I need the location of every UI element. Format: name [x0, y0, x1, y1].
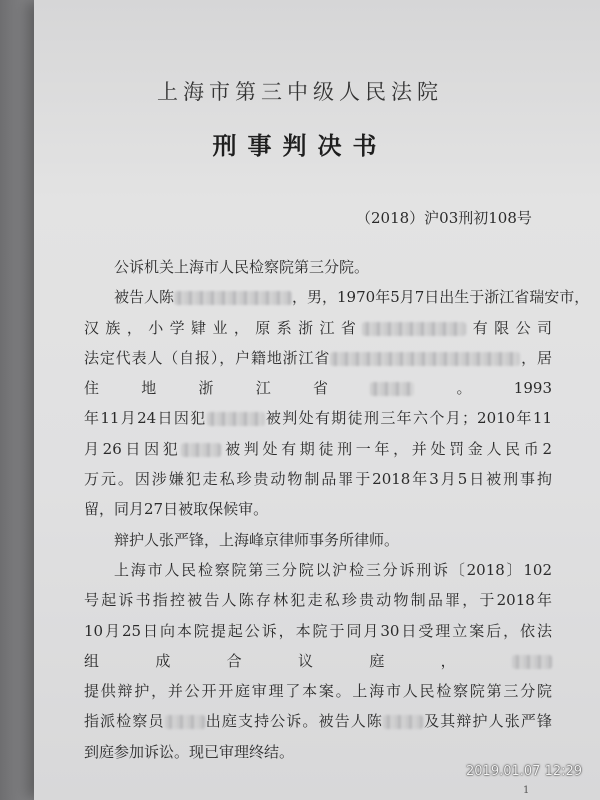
case-number: （2018）沪03刑初108号	[356, 209, 532, 227]
redaction-blur	[330, 352, 520, 366]
redaction-blur	[383, 715, 423, 729]
paragraph	[84, 525, 552, 555]
text-line: 汉族，小学肄业，原系浙江省 有限公司	[84, 318, 552, 337]
document-title: 刑事判决书	[212, 131, 388, 160]
redaction-blur	[207, 412, 265, 426]
page-mark: 1	[523, 785, 530, 796]
text-line: 被告人陈 ，男，1970年5月7日出生于浙江省瑞安市，	[114, 288, 590, 307]
text-line: 组成合议庭，	[84, 646, 552, 676]
text-line: 到庭参加诉讼。现已审理终结。	[84, 742, 295, 761]
judgment-body	[84, 252, 590, 767]
redaction-blur	[512, 655, 552, 669]
redaction-blur	[370, 382, 414, 396]
text-line: 辩护人张严锋，上海峰京律师事务所律师。	[114, 530, 400, 549]
text-line: 万元。因涉嫌犯走私珍贵动物制品罪于2018年3月5日被刑事拘	[84, 470, 552, 489]
text-line: 公诉机关上海市人民检察院第三分院。	[114, 258, 370, 276]
redaction-blur	[165, 715, 205, 729]
text-line: 上海市人民检察院第三分院以沪检三分诉刑诉〔2018〕102	[114, 560, 552, 579]
paragraph	[84, 252, 552, 282]
text-line: 留，同月27日被取保候审。	[84, 500, 269, 519]
court-name: 上海市第三中级人民法院	[157, 80, 443, 104]
text-line: 法定代表人（自报），户籍地浙江省 ，居	[84, 348, 552, 367]
text-line: 号起诉书指控被告人陈存林犯走私珍贵动物制品罪，于2018年	[84, 591, 552, 610]
redaction-blur	[174, 291, 292, 305]
redaction-blur	[181, 443, 221, 457]
paragraph	[84, 555, 552, 767]
paragraph	[84, 282, 590, 524]
text-line: 10月25日向本院提起公诉，本院于同月30日受理立案后，依法	[84, 621, 552, 640]
redaction-blur	[362, 322, 466, 336]
text-line: 年11月24日因犯 被判处有期徒刑三年六个月；2010年11	[84, 409, 552, 428]
text-line: 指派检察员 出庭支持公诉。被告人陈 及其辩护人张严锋	[84, 712, 552, 731]
text-line: 住地浙江省 。1993	[84, 379, 552, 398]
text-line: 提供辩护，并公开开庭审理了本案。上海市人民检察院第三分院	[84, 682, 552, 701]
text-line: 月26日因犯 被判处有期徒刑一年，并处罚金人民币2	[84, 439, 553, 458]
photo-timestamp: 2019.01.07 12:29	[466, 764, 583, 779]
